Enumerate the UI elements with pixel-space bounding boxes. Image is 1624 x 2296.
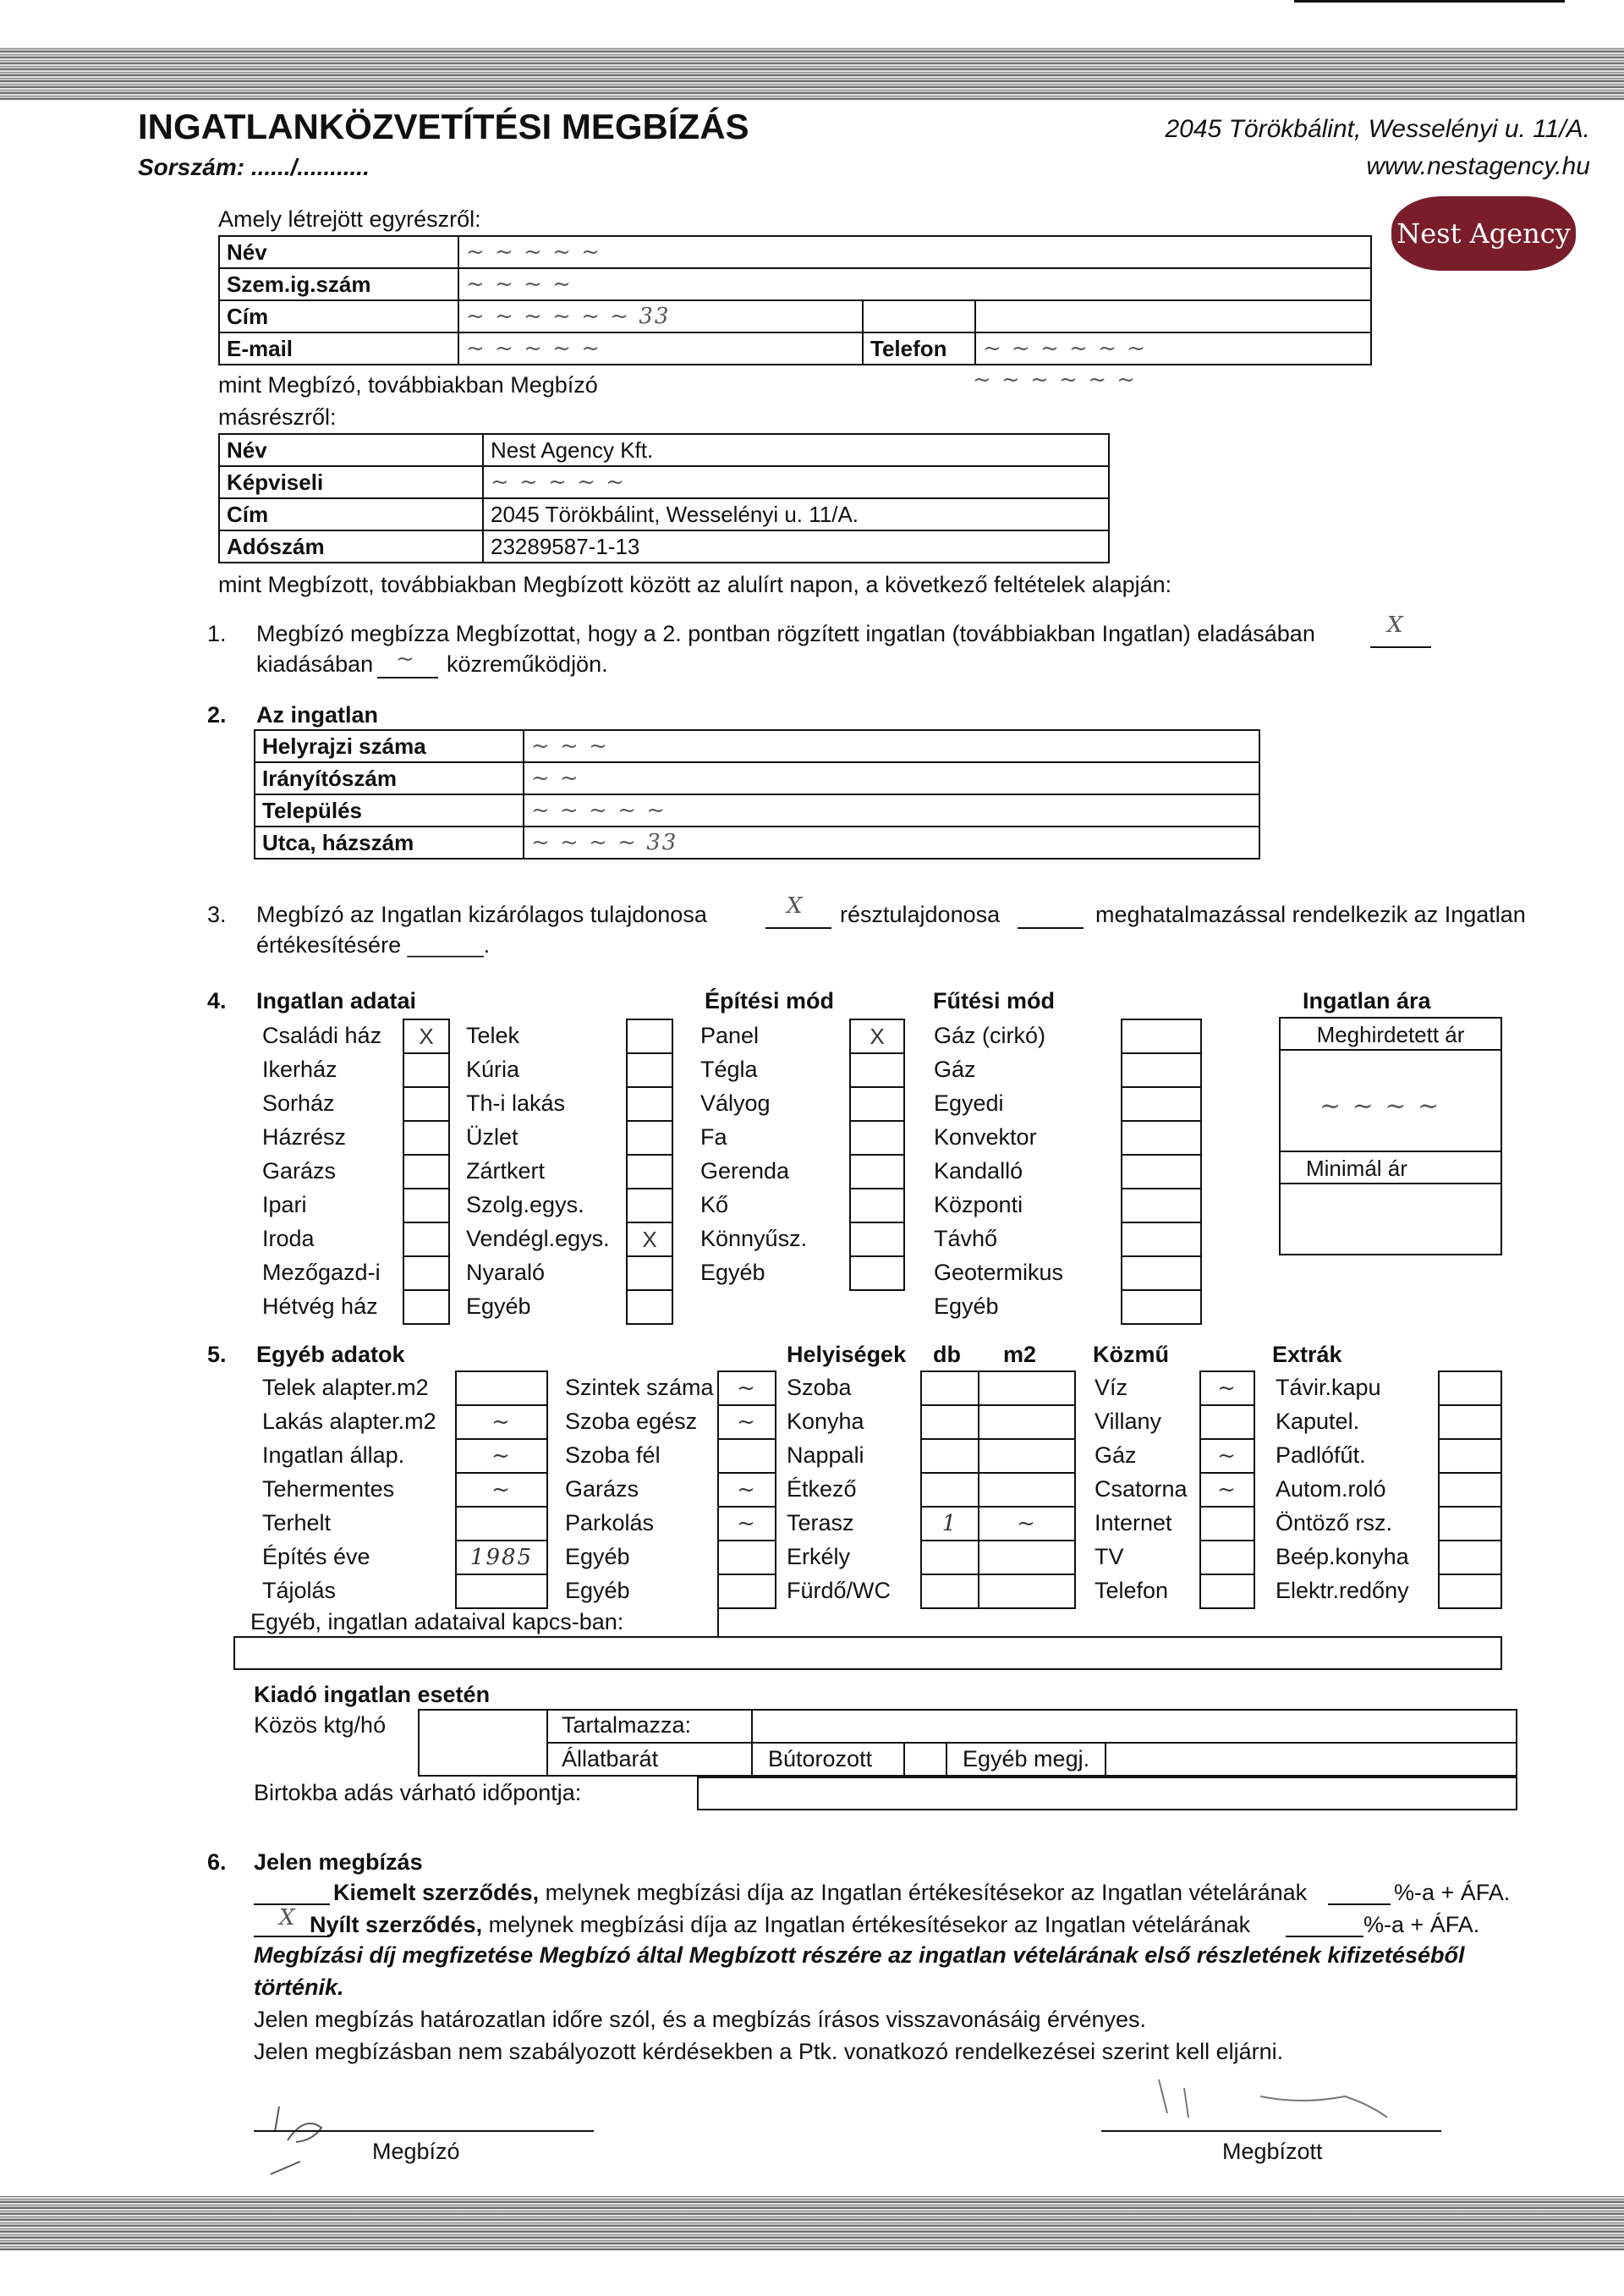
room-item: Nappali <box>787 1442 864 1468</box>
checkbox[interactable] <box>1440 1440 1501 1474</box>
parcel-number-value[interactable]: ~ ~ ~ <box>524 730 1259 762</box>
client-details-table <box>218 235 1372 365</box>
utility-item: Villany <box>1095 1409 1162 1434</box>
logo-text: Nest Agency <box>1396 217 1571 250</box>
heating-item: Egyedi <box>934 1090 1004 1116</box>
checkbox[interactable] <box>628 1122 672 1156</box>
checkbox[interactable] <box>851 1122 903 1156</box>
value-cell[interactable]: ~ <box>457 1474 546 1508</box>
civil-code-line: Jelen megbízásban nem szabályozott kérdésekben a Ptk. vonatkozó rendelkezései szerint kell eljárni. <box>254 2039 1284 2064</box>
build-method-item: Fa <box>700 1124 727 1150</box>
property-type-item: Üzlet <box>466 1124 518 1150</box>
utilities-list <box>1095 1370 1188 1607</box>
property-type-item: Zártkert <box>466 1158 546 1184</box>
client-signature-line <box>254 2130 594 2132</box>
other-data-item: Ingatlan állap. <box>262 1442 405 1468</box>
utility-item: Gáz <box>1095 1442 1137 1468</box>
checkbox[interactable] <box>1201 1508 1254 1541</box>
other-data-item: Telek alapter.m2 <box>262 1375 429 1400</box>
kiemelt-text: melynek megbízási díja az Ingatlan értékesítésekor az Ingatlan vételárának <box>545 1880 1308 1905</box>
utility-item: Csatorna <box>1095 1476 1188 1502</box>
kiemelt-line <box>333 1880 1307 1906</box>
city-label: Település <box>255 794 524 827</box>
checkbox[interactable] <box>404 1291 448 1325</box>
checkbox[interactable] <box>1201 1541 1254 1575</box>
checkbox[interactable] <box>851 1054 903 1088</box>
contains-divider <box>751 1709 753 1743</box>
property-type-item: Házrész <box>262 1124 347 1150</box>
property-type-item: Sorház <box>262 1090 335 1116</box>
other-data-item: Szoba fél <box>565 1442 661 1468</box>
value-cell[interactable]: ~ <box>719 1406 775 1440</box>
property-type-item: Garázs <box>262 1158 337 1184</box>
advertised-price-value[interactable]: ~ ~ ~ ~ <box>1320 1091 1441 1121</box>
other-data-values-a <box>455 1370 548 1609</box>
nyilt-percent-line <box>1286 1936 1363 1937</box>
checkbox[interactable]: ~ <box>1201 1440 1254 1474</box>
checkbox[interactable] <box>851 1189 903 1223</box>
agent-tax-value: 23289587-1-13 <box>483 530 1109 563</box>
checkbox[interactable] <box>404 1122 448 1156</box>
handover-field[interactable] <box>697 1777 1517 1810</box>
agent-address-label: Cím <box>219 498 483 530</box>
checkbox[interactable] <box>1122 1156 1200 1189</box>
utility-item: Víz <box>1095 1375 1128 1400</box>
property-table <box>254 729 1260 860</box>
kiemelt-end: %-a + ÁFA. <box>1394 1880 1511 1905</box>
other-data-item: Építés éve <box>262 1544 370 1569</box>
other-data-item: Szintek száma <box>565 1375 714 1400</box>
agent-signature-line <box>1101 2130 1441 2132</box>
client-signature-label: Megbízó <box>372 2139 460 2164</box>
furnished-divider-2 <box>946 1743 947 1777</box>
heating-item: Központi <box>934 1192 1023 1217</box>
other-info-divider <box>717 1607 719 1638</box>
checkbox[interactable] <box>851 1257 903 1291</box>
value-cell[interactable] <box>719 1541 775 1575</box>
agent-name-label: Név <box>219 434 483 466</box>
section1-line2-a: kiadásában <box>256 651 374 677</box>
common-cost-label: Közös ktg/hó <box>254 1712 387 1738</box>
checkbox[interactable] <box>851 1223 903 1257</box>
section2-title: Az ingatlan <box>256 702 379 728</box>
value-cell[interactable] <box>457 1508 546 1541</box>
m2-cell[interactable] <box>979 1440 1074 1474</box>
other-info-label: Egyéb, ingatlan adataival kapcs-ban: <box>250 1609 624 1634</box>
db-cell[interactable] <box>922 1474 978 1508</box>
other-data-item: Tájolás <box>262 1578 337 1603</box>
extra-item: Padlófűt. <box>1276 1442 1366 1468</box>
agent-signature-label: Megbízott <box>1222 2139 1323 2164</box>
room-item: Fürdő/WC <box>787 1578 892 1603</box>
build-method-title: Építési mód <box>705 988 835 1013</box>
checkbox[interactable] <box>1440 1372 1501 1406</box>
room-item: Konyha <box>787 1409 864 1434</box>
checkbox[interactable] <box>628 1020 672 1054</box>
client-address-label: Cím <box>219 300 458 332</box>
rental-divider <box>546 1742 1517 1744</box>
utility-item: Telefon <box>1095 1578 1169 1603</box>
heating-title: Fűtési mód <box>933 988 1056 1013</box>
agent-address-value: 2045 Törökbálint, Wesselényi u. 11/A. <box>483 498 1109 530</box>
rent-mark-line <box>377 677 438 678</box>
build-method-item: Egyéb <box>700 1260 765 1285</box>
other-data-item: Tehermentes <box>262 1476 395 1502</box>
agent-rep-value[interactable]: ~ ~ ~ ~ ~ <box>483 466 1109 498</box>
client-id-label: Szem.ig.szám <box>219 268 458 300</box>
build-method-item: Tégla <box>700 1057 758 1082</box>
db-cell[interactable] <box>922 1372 978 1406</box>
section1-line2-b: közreműködjön. <box>447 651 608 677</box>
client-phone-value-2[interactable]: ~ ~ ~ ~ ~ ~ <box>973 367 1138 393</box>
property-type-item: Iroda <box>262 1226 315 1251</box>
room-item: Étkező <box>787 1476 857 1502</box>
document-title: INGATLANKÖZVETÍTÉSI MEGBÍZÁS <box>138 107 749 146</box>
client-signature <box>254 2081 355 2191</box>
agency-website: www.nestagency.hu <box>1366 152 1590 180</box>
nyilt-bold: Nyílt szerződés, <box>310 1912 483 1937</box>
other-data-item: Parkolás <box>565 1510 655 1535</box>
other-data-list-b <box>565 1370 714 1607</box>
coowner-mark-line <box>1018 927 1084 929</box>
section3-line1-a: Megbízó az Ingatlan kizárólagos tulajdonosa <box>256 902 707 927</box>
sale-mark[interactable]: X <box>1387 612 1405 638</box>
checkbox[interactable] <box>404 1088 448 1122</box>
furnished-label: Bútorozott <box>768 1746 873 1771</box>
room-item: Szoba <box>787 1375 852 1400</box>
zip-code-value[interactable]: ~ ~ <box>524 762 1259 794</box>
value-cell[interactable]: ~ <box>457 1440 546 1474</box>
section4-number: 4. <box>207 988 227 1013</box>
section3-line2: értékesítésére ______. <box>256 932 491 958</box>
property-type-item: Mezőgazd-i <box>262 1260 381 1285</box>
checkbox[interactable] <box>1122 1020 1200 1054</box>
checkbox[interactable] <box>1122 1223 1200 1257</box>
scan-top-line <box>1294 0 1565 3</box>
owner-mark[interactable]: X <box>787 893 804 919</box>
checkbox[interactable] <box>404 1156 448 1189</box>
section3-line1-c: meghatalmazással rendelkezik az Ingatlan <box>1095 902 1526 927</box>
other-note-divider <box>1105 1743 1106 1777</box>
checkbox[interactable]: ~ <box>1201 1372 1254 1406</box>
client-phone-label: Telefon <box>863 332 975 365</box>
value-cell[interactable]: ~ <box>457 1406 546 1440</box>
db-cell[interactable] <box>922 1440 978 1474</box>
checkbox[interactable] <box>1122 1291 1200 1325</box>
heating-item: Gáz <box>934 1057 976 1082</box>
rooms-db-header: db <box>933 1342 961 1367</box>
checkbox[interactable] <box>1440 1575 1501 1609</box>
property-type-item: Telek <box>466 1023 520 1048</box>
checkbox[interactable] <box>628 1257 672 1291</box>
rooms-m2-header: m2 <box>1003 1342 1037 1367</box>
checkbox[interactable] <box>1201 1575 1254 1609</box>
rooms-m2-cells <box>978 1370 1076 1609</box>
owner-mark-line <box>765 927 831 929</box>
heating-list <box>934 1019 1063 1323</box>
nyilt-text: melynek megbízási díja az Ingatlan értékesítésekor az Ingatlan vételárának <box>488 1912 1251 1937</box>
property-type-item: Ikerház <box>262 1057 337 1082</box>
section2-number: 2. <box>207 702 227 728</box>
extras-checkboxes <box>1438 1370 1502 1609</box>
price-box <box>1279 1017 1502 1255</box>
property-type-item: Családi ház <box>262 1023 382 1048</box>
client-email-label: E-mail <box>219 332 458 365</box>
value-cell[interactable]: 1985 <box>457 1541 546 1575</box>
property-type-item: Szolg.egys. <box>466 1192 584 1217</box>
section1-line1: Megbízó megbízza Megbízottat, hogy a 2. pontban rögzített ingatlan (továbbiakban Ingatlan) eladásában <box>256 621 1315 646</box>
section4-title: Ingatlan adatai <box>256 988 417 1013</box>
property-type-checkboxes-2 <box>626 1019 673 1325</box>
sale-mark-line <box>1370 646 1431 648</box>
handover-label: Birtokba adás várható időpontja: <box>254 1780 582 1805</box>
m2-cell[interactable] <box>979 1372 1074 1406</box>
checkbox[interactable] <box>404 1054 448 1088</box>
section3-line1-b: résztulajdonosa <box>840 902 1001 927</box>
extras-list <box>1276 1370 1409 1607</box>
property-type-item: Vendégl.egys. <box>466 1226 610 1251</box>
common-cost-field[interactable] <box>418 1709 548 1777</box>
advertised-price-label: Meghirdetett ár <box>1316 1022 1465 1047</box>
other-note-label: Egyéb megj. <box>963 1746 1090 1771</box>
checkbox[interactable] <box>1440 1474 1501 1508</box>
extra-item: Autom.roló <box>1276 1476 1386 1502</box>
checkbox[interactable] <box>628 1088 672 1122</box>
city-value[interactable]: ~ ~ ~ ~ ~ <box>524 794 1259 827</box>
section6-title: Jelen megbízás <box>254 1849 423 1875</box>
checkbox[interactable] <box>404 1223 448 1257</box>
client-email-value[interactable]: ~ ~ ~ ~ ~ <box>458 332 863 365</box>
serial-number-label: Sorszám: ....../........... <box>138 154 370 180</box>
checkbox[interactable] <box>628 1291 672 1325</box>
property-type-checkboxes-1 <box>403 1019 450 1325</box>
zip-code-label: Irányítószám <box>255 762 524 794</box>
heating-item: Egyéb <box>934 1294 999 1319</box>
checkbox[interactable]: ~ <box>1201 1474 1254 1508</box>
property-type-item: Egyéb <box>466 1294 531 1319</box>
build-method-item: Panel <box>700 1023 760 1048</box>
other-data-list-a <box>262 1370 436 1607</box>
checkbox[interactable] <box>851 1088 903 1122</box>
m2-cell[interactable]: ~ <box>979 1508 1074 1541</box>
room-item: Terasz <box>787 1510 854 1535</box>
pet-divider <box>751 1743 753 1777</box>
checkbox[interactable] <box>1122 1257 1200 1291</box>
other-data-item: Szoba egész <box>565 1409 698 1434</box>
nest-agency-logo <box>1391 196 1576 271</box>
checkbox[interactable] <box>628 1054 672 1088</box>
rental-title: Kiadó ingatlan esetén <box>254 1682 491 1707</box>
checkbox[interactable] <box>1201 1406 1254 1440</box>
pet-friendly-label: Állatbarát <box>562 1746 659 1771</box>
checkbox[interactable] <box>1122 1189 1200 1223</box>
checkbox[interactable]: X <box>851 1020 903 1054</box>
parcel-number-label: Helyrajzi száma <box>255 730 524 762</box>
build-method-item: Gerenda <box>700 1158 790 1184</box>
value-cell[interactable]: ~ <box>719 1508 775 1541</box>
contains-label: Tartalmazza: <box>562 1712 692 1738</box>
room-item: Erkély <box>787 1544 851 1569</box>
m2-cell[interactable] <box>979 1541 1074 1575</box>
rooms-list <box>787 1370 891 1607</box>
property-type-item: Nyaraló <box>466 1260 546 1285</box>
scan-top-band <box>0 47 1624 100</box>
heating-item: Gáz (cirkó) <box>934 1023 1046 1048</box>
heating-item: Konvektor <box>934 1124 1037 1150</box>
build-method-item: Könnyűsz. <box>700 1226 808 1251</box>
heating-item: Távhő <box>934 1226 998 1251</box>
price-title: Ingatlan ára <box>1303 988 1431 1013</box>
build-method-item: Vályog <box>700 1090 771 1116</box>
section5-number: 5. <box>207 1342 227 1367</box>
checkbox[interactable] <box>1122 1122 1200 1156</box>
checkbox[interactable] <box>1122 1088 1200 1122</box>
checkbox[interactable] <box>851 1156 903 1189</box>
db-cell[interactable] <box>922 1575 978 1609</box>
build-method-item: Kő <box>700 1192 729 1217</box>
property-type-item: Ipari <box>262 1192 307 1217</box>
checkbox[interactable] <box>628 1156 672 1189</box>
furnished-divider <box>903 1743 905 1777</box>
section6-number: 6. <box>207 1849 227 1875</box>
build-method-list <box>700 1019 807 1289</box>
kiemelt-percent-line <box>1328 1903 1391 1905</box>
db-cell[interactable] <box>922 1406 978 1440</box>
extra-item: Kaputel. <box>1276 1409 1360 1434</box>
property-type-list-2 <box>466 1019 610 1323</box>
other-info-field[interactable] <box>233 1636 1502 1670</box>
checkbox[interactable] <box>1440 1541 1501 1575</box>
utilities-title: Közmű <box>1093 1342 1169 1367</box>
other-data-item: Egyéb <box>565 1544 630 1569</box>
agent-tax-label: Adószám <box>219 530 483 563</box>
m2-cell[interactable] <box>979 1406 1074 1440</box>
client-name-value[interactable]: ~ ~ ~ ~ ~ <box>458 236 1371 268</box>
build-method-checkboxes <box>849 1019 905 1291</box>
minimum-price-label: Minimál ár <box>1306 1156 1407 1181</box>
extra-item: Elektr.redőny <box>1276 1578 1409 1603</box>
party2-intro: másrészről: <box>218 404 337 430</box>
street-label: Utca, házszám <box>255 827 524 859</box>
client-address-value[interactable]: ~ ~ ~ ~ ~ ~ 33 <box>458 300 863 332</box>
validity-line: Jelen megbízás határozatlan időre szól, és a megbízás írásos visszavonásáig érvényes. <box>254 2007 1147 2032</box>
nyilt-end: %-a + ÁFA. <box>1363 1912 1480 1937</box>
checkbox[interactable]: X <box>404 1020 448 1054</box>
payment-line-2: történik. <box>254 1975 344 2000</box>
property-type-item: Hétvég ház <box>262 1294 378 1319</box>
db-cell[interactable] <box>922 1541 978 1575</box>
party2-outro: mint Megbízott, továbbiakban Megbízott között az alulírt napon, a következő feltételek alapján: <box>218 572 1172 597</box>
utility-item: Internet <box>1095 1510 1172 1535</box>
checkbox[interactable]: X <box>628 1223 672 1257</box>
m2-cell[interactable] <box>979 1575 1074 1609</box>
section3-number: 3. <box>207 902 227 927</box>
property-type-list-1 <box>262 1019 381 1323</box>
checkbox[interactable] <box>1122 1054 1200 1088</box>
value-cell[interactable] <box>719 1440 775 1474</box>
client-phone-value[interactable]: ~ ~ ~ ~ ~ ~ <box>975 332 1371 365</box>
street-value[interactable]: ~ ~ ~ ~ 33 <box>524 827 1259 859</box>
db-cell[interactable]: 1 <box>922 1508 978 1541</box>
party1-outro: mint Megbízó, továbbiakban Megbízó <box>218 372 598 398</box>
extra-item: Öntöző rsz. <box>1276 1510 1393 1535</box>
utility-item: TV <box>1095 1544 1124 1569</box>
checkbox[interactable] <box>404 1189 448 1223</box>
advertised-price-header <box>1279 1017 1502 1051</box>
value-cell[interactable] <box>457 1575 546 1609</box>
heating-item: Geotermikus <box>934 1260 1064 1285</box>
rooms-title: Helyiségek <box>787 1342 907 1367</box>
value-cell[interactable]: ~ <box>719 1372 775 1406</box>
agent-rep-label: Képviseli <box>219 466 483 498</box>
party1-intro: Amely létrejött egyrészről: <box>218 206 481 232</box>
checkbox[interactable] <box>628 1189 672 1223</box>
minimum-price-header <box>1279 1151 1502 1184</box>
other-data-item: Terhelt <box>262 1510 332 1535</box>
heating-item: Kandalló <box>934 1158 1023 1184</box>
other-data-item: Lakás alapter.m2 <box>262 1409 436 1434</box>
other-data-values-b <box>717 1370 776 1609</box>
checkbox[interactable] <box>1440 1406 1501 1440</box>
property-type-item: Kúria <box>466 1057 520 1082</box>
m2-cell[interactable] <box>979 1474 1074 1508</box>
agent-details-table <box>218 433 1110 563</box>
property-type-item: Th-i lakás <box>466 1090 566 1116</box>
kiemelt-bold: Kiemelt szerződés, <box>333 1880 540 1905</box>
client-id-value[interactable]: ~ ~ ~ ~ <box>458 268 1371 300</box>
heating-checkboxes <box>1121 1019 1202 1325</box>
scan-bottom-band <box>0 2196 1624 2250</box>
value-cell[interactable]: ~ <box>719 1474 775 1508</box>
value-cell[interactable] <box>457 1372 546 1406</box>
client-name-label: Név <box>219 236 458 268</box>
utilities-checkboxes <box>1199 1370 1255 1609</box>
other-data-item: Egyéb <box>565 1578 630 1603</box>
rent-mark[interactable]: ~ <box>396 646 416 672</box>
agent-name-value: Nest Agency Kft. <box>483 434 1109 466</box>
nyilt-line <box>310 1912 1250 1938</box>
section1-number: 1. <box>207 621 227 646</box>
value-cell[interactable] <box>719 1575 775 1609</box>
agency-address: 2045 Törökbálint, Wesselényi u. 11/A. <box>1165 115 1590 143</box>
nyilt-mark[interactable]: X <box>279 1905 297 1931</box>
extra-item: Távir.kapu <box>1276 1375 1381 1400</box>
other-data-item: Garázs <box>565 1476 639 1502</box>
checkbox[interactable] <box>1440 1508 1501 1541</box>
payment-line-1: Megbízási díj megfizetése Megbízó által Megbízott részére az ingatlan vételárának első részletének kifizetéséből <box>254 1942 1465 1968</box>
section5-title: Egyéb adatok <box>256 1342 405 1367</box>
agent-signature <box>1150 2071 1421 2130</box>
extra-item: Beép.konyha <box>1276 1544 1409 1569</box>
checkbox[interactable] <box>404 1257 448 1291</box>
rooms-db-cells <box>920 1370 979 1609</box>
extras-title: Extrák <box>1272 1342 1342 1367</box>
